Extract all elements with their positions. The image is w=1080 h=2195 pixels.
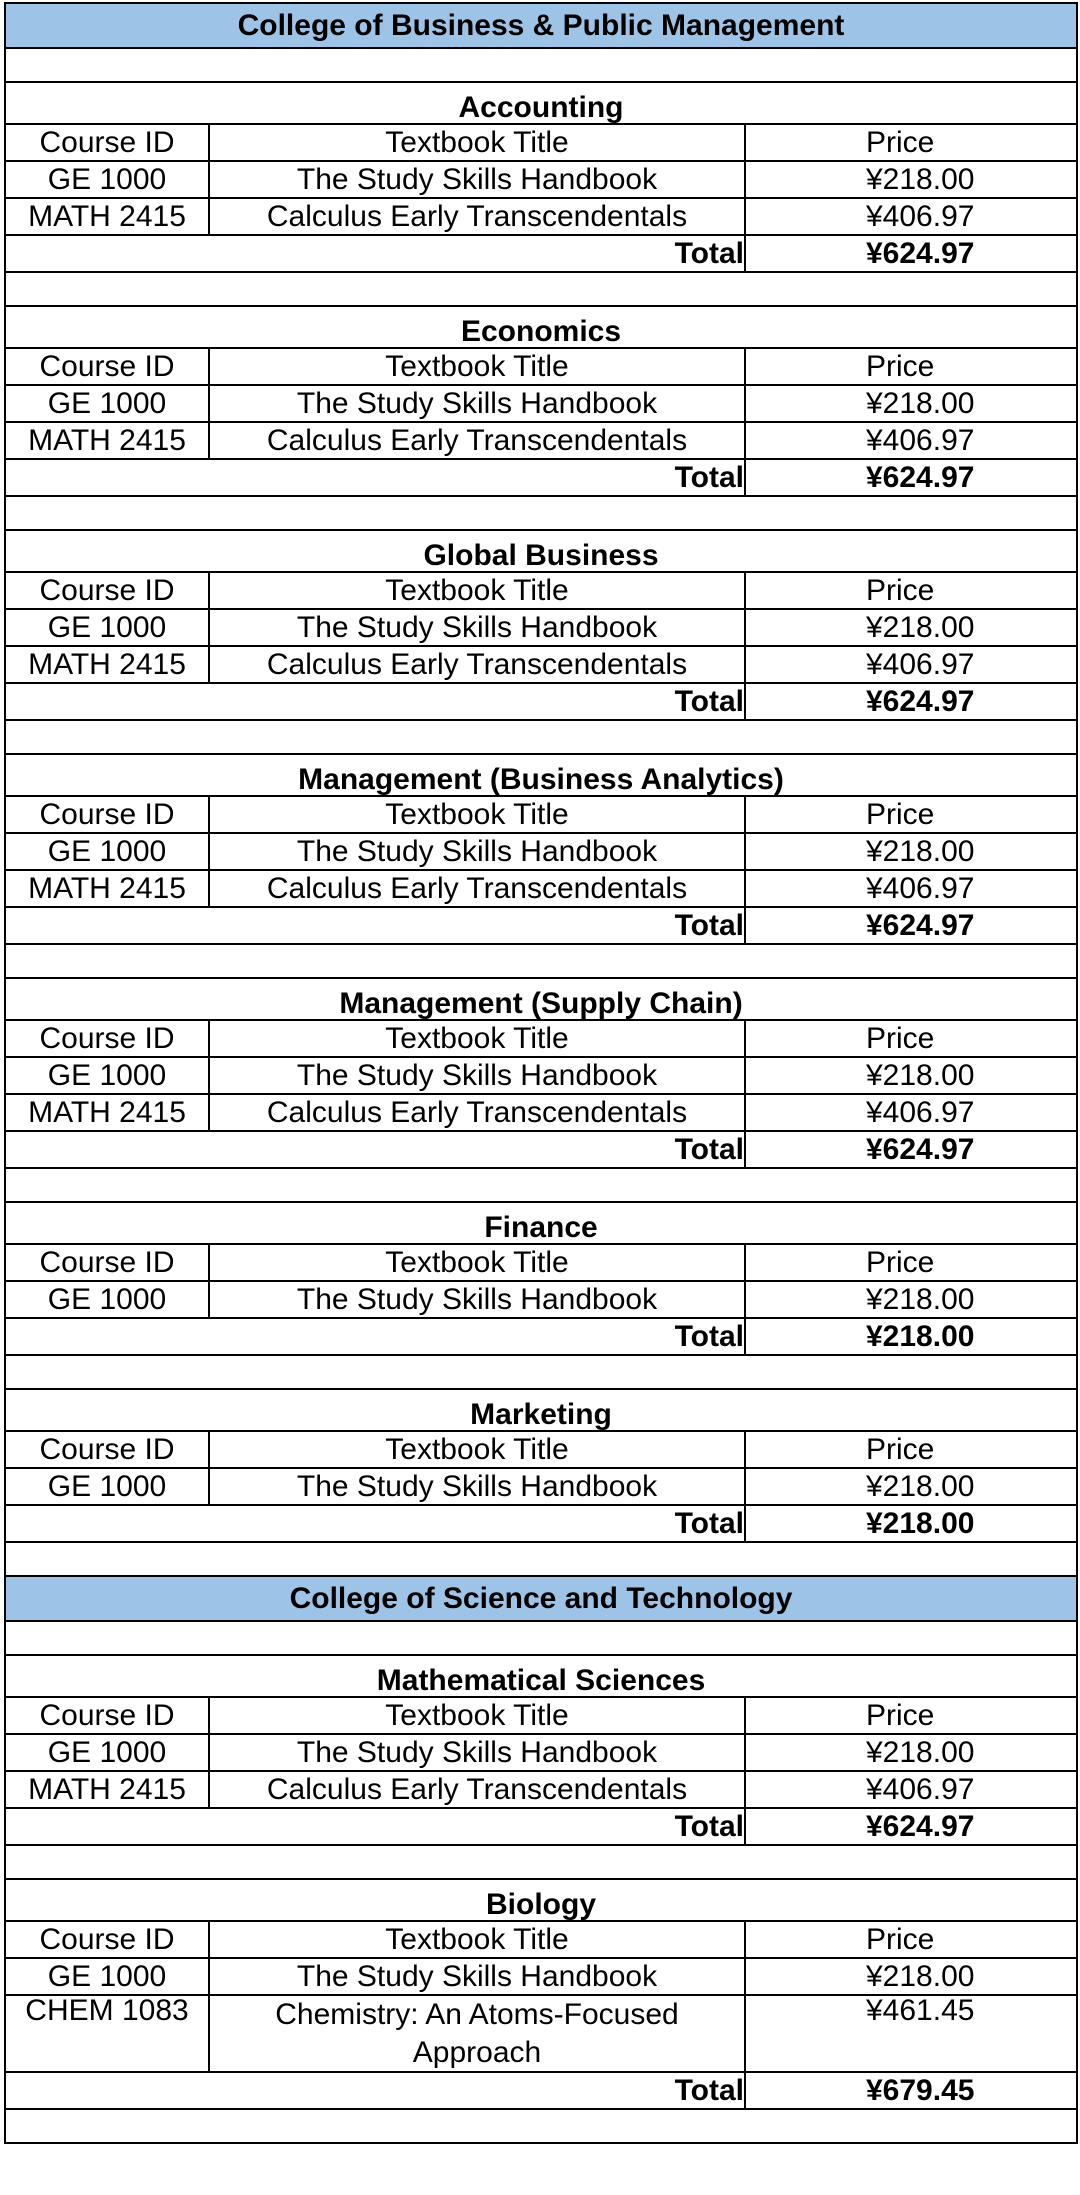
table-row — [5, 870, 1077, 907]
table-row — [5, 1281, 1077, 1318]
price-cell: ¥406.97 — [745, 1771, 1077, 1808]
total-row — [5, 683, 1077, 720]
table-row — [5, 1958, 1077, 1995]
spacer-row — [5, 1621, 1077, 1655]
total-value: ¥624.97 — [745, 907, 1077, 944]
department-name: Global Business — [5, 530, 1077, 572]
textbook-title-cell: The Study Skills Handbook — [209, 1281, 745, 1318]
spacer-row — [5, 496, 1077, 530]
price-cell: ¥218.00 — [745, 1958, 1077, 1995]
textbook-title-cell: Calculus Early Transcendentals — [209, 1771, 745, 1808]
total-row — [5, 235, 1077, 272]
spacer-row — [5, 720, 1077, 754]
empty-cell — [5, 2109, 1077, 2143]
textbook-title-header: Textbook Title — [209, 1921, 745, 1958]
textbook-title-cell: Chemistry: An Atoms-Focused Approach — [209, 1995, 745, 2072]
empty-cell — [5, 720, 1077, 754]
spacer-row — [5, 48, 1077, 82]
course-id-cell: MATH 2415 — [5, 870, 209, 907]
total-value: ¥624.97 — [745, 1131, 1077, 1168]
department-header — [5, 1202, 1077, 1244]
column-header-row — [5, 1921, 1077, 1958]
table-row — [5, 385, 1077, 422]
table-row — [5, 198, 1077, 235]
textbook-title-header: Textbook Title — [209, 1244, 745, 1281]
course-id-header: Course ID — [5, 348, 209, 385]
textbook-title-header: Textbook Title — [209, 572, 745, 609]
empty-cell — [5, 1355, 1077, 1389]
total-value: ¥624.97 — [745, 459, 1077, 496]
table-row — [5, 646, 1077, 683]
textbook-title-cell: The Study Skills Handbook — [209, 1468, 745, 1505]
textbook-title-cell: The Study Skills Handbook — [209, 1057, 745, 1094]
college-name: College of Business & Public Management — [5, 3, 1077, 48]
course-id-header: Course ID — [5, 124, 209, 161]
column-header-row — [5, 1020, 1077, 1057]
college-name: College of Science and Technology — [5, 1576, 1077, 1621]
textbook-title-cell: Calculus Early Transcendentals — [209, 646, 745, 683]
textbook-title-header: Textbook Title — [209, 796, 745, 833]
total-label: Total — [5, 907, 745, 944]
price-cell: ¥461.45 — [745, 1995, 1077, 2072]
empty-cell — [5, 496, 1077, 530]
department-name: Mathematical Sciences — [5, 1655, 1077, 1697]
textbook-title-cell: The Study Skills Handbook — [209, 1734, 745, 1771]
department-header — [5, 754, 1077, 796]
course-id-cell: CHEM 1083 — [5, 1995, 209, 2072]
column-header-row — [5, 1431, 1077, 1468]
total-value: ¥679.45 — [745, 2072, 1077, 2109]
textbook-title-cell: Calculus Early Transcendentals — [209, 1094, 745, 1131]
department-header — [5, 978, 1077, 1020]
textbook-title-header: Textbook Title — [209, 1020, 745, 1057]
price-cell: ¥406.97 — [745, 198, 1077, 235]
textbook-title-cell: The Study Skills Handbook — [209, 161, 745, 198]
course-id-cell: MATH 2415 — [5, 198, 209, 235]
course-id-cell: GE 1000 — [5, 609, 209, 646]
total-value: ¥624.97 — [745, 235, 1077, 272]
total-label: Total — [5, 1131, 745, 1168]
department-name: Marketing — [5, 1389, 1077, 1431]
price-header: Price — [745, 1697, 1077, 1734]
column-header-row — [5, 124, 1077, 161]
total-label: Total — [5, 1808, 745, 1845]
table-row — [5, 1771, 1077, 1808]
table-row — [5, 609, 1077, 646]
course-id-cell: MATH 2415 — [5, 1094, 209, 1131]
department-name: Finance — [5, 1202, 1077, 1244]
table-row — [5, 1094, 1077, 1131]
course-id-header: Course ID — [5, 572, 209, 609]
textbook-title-cell: Calculus Early Transcendentals — [209, 870, 745, 907]
total-label: Total — [5, 2072, 745, 2109]
total-row — [5, 907, 1077, 944]
department-header — [5, 530, 1077, 572]
course-id-cell: MATH 2415 — [5, 422, 209, 459]
price-cell: ¥406.97 — [745, 1094, 1077, 1131]
column-header-row — [5, 796, 1077, 833]
department-name: Management (Business Analytics) — [5, 754, 1077, 796]
price-cell: ¥406.97 — [745, 870, 1077, 907]
total-value: ¥624.97 — [745, 1808, 1077, 1845]
department-name: Biology — [5, 1879, 1077, 1921]
empty-cell — [5, 1845, 1077, 1879]
column-header-row — [5, 348, 1077, 385]
price-cell: ¥218.00 — [745, 1734, 1077, 1771]
price-cell: ¥218.00 — [745, 1057, 1077, 1094]
price-cell: ¥218.00 — [745, 833, 1077, 870]
column-header-row — [5, 572, 1077, 609]
price-cell: ¥218.00 — [745, 161, 1077, 198]
price-header: Price — [745, 1020, 1077, 1057]
department-name: Accounting — [5, 82, 1077, 124]
empty-cell — [5, 1542, 1077, 1576]
total-row — [5, 1131, 1077, 1168]
table-row — [5, 1734, 1077, 1771]
empty-cell — [5, 48, 1077, 82]
textbook-title-header: Textbook Title — [209, 1697, 745, 1734]
course-id-header: Course ID — [5, 1020, 209, 1057]
course-id-cell: GE 1000 — [5, 833, 209, 870]
department-name: Economics — [5, 306, 1077, 348]
department-name: Management (Supply Chain) — [5, 978, 1077, 1020]
course-id-cell: GE 1000 — [5, 1057, 209, 1094]
price-cell: ¥406.97 — [745, 646, 1077, 683]
table-row — [5, 833, 1077, 870]
textbook-price-sheet — [4, 2, 1078, 2144]
spacer-row — [5, 272, 1077, 306]
price-cell: ¥218.00 — [745, 1468, 1077, 1505]
price-header: Price — [745, 1244, 1077, 1281]
total-row — [5, 1318, 1077, 1355]
empty-cell — [5, 944, 1077, 978]
empty-cell — [5, 1621, 1077, 1655]
total-label: Total — [5, 1505, 745, 1542]
department-header — [5, 306, 1077, 348]
total-row — [5, 2072, 1077, 2109]
table-row — [5, 161, 1077, 198]
total-row — [5, 459, 1077, 496]
course-id-cell: MATH 2415 — [5, 1771, 209, 1808]
textbook-title-header: Textbook Title — [209, 348, 745, 385]
total-row — [5, 1808, 1077, 1845]
total-label: Total — [5, 235, 745, 272]
textbook-title-cell: Calculus Early Transcendentals — [209, 422, 745, 459]
total-value: ¥624.97 — [745, 683, 1077, 720]
sheet-body — [5, 3, 1077, 2143]
total-label: Total — [5, 1318, 745, 1355]
empty-cell — [5, 1168, 1077, 1202]
spacer-row — [5, 944, 1077, 978]
price-header: Price — [745, 572, 1077, 609]
total-label: Total — [5, 459, 745, 496]
course-id-cell: GE 1000 — [5, 1468, 209, 1505]
college-header — [5, 3, 1077, 48]
course-id-cell: GE 1000 — [5, 1281, 209, 1318]
table-row — [5, 1468, 1077, 1505]
spacer-row — [5, 2109, 1077, 2143]
price-header: Price — [745, 348, 1077, 385]
price-header: Price — [745, 124, 1077, 161]
table-row — [5, 1995, 1077, 2072]
textbook-title-header: Textbook Title — [209, 124, 745, 161]
department-header — [5, 1655, 1077, 1697]
department-header — [5, 1389, 1077, 1431]
empty-cell — [5, 272, 1077, 306]
total-label: Total — [5, 683, 745, 720]
total-value: ¥218.00 — [745, 1318, 1077, 1355]
price-cell: ¥406.97 — [745, 422, 1077, 459]
spacer-row — [5, 1542, 1077, 1576]
total-row — [5, 1505, 1077, 1542]
price-header: Price — [745, 796, 1077, 833]
course-id-cell: GE 1000 — [5, 1958, 209, 1995]
textbook-title-cell: The Study Skills Handbook — [209, 385, 745, 422]
department-header — [5, 1879, 1077, 1921]
price-header: Price — [745, 1921, 1077, 1958]
course-id-cell: MATH 2415 — [5, 646, 209, 683]
course-id-cell: GE 1000 — [5, 1734, 209, 1771]
textbook-title-cell: The Study Skills Handbook — [209, 1958, 745, 1995]
textbook-title-cell: Calculus Early Transcendentals — [209, 198, 745, 235]
course-id-header: Course ID — [5, 1921, 209, 1958]
department-header — [5, 82, 1077, 124]
course-id-header: Course ID — [5, 1431, 209, 1468]
course-id-cell: GE 1000 — [5, 161, 209, 198]
textbook-title-cell: The Study Skills Handbook — [209, 833, 745, 870]
spacer-row — [5, 1355, 1077, 1389]
column-header-row — [5, 1697, 1077, 1734]
spacer-row — [5, 1168, 1077, 1202]
price-cell: ¥218.00 — [745, 385, 1077, 422]
price-cell: ¥218.00 — [745, 1281, 1077, 1318]
price-cell: ¥218.00 — [745, 609, 1077, 646]
table-row — [5, 422, 1077, 459]
total-value: ¥218.00 — [745, 1505, 1077, 1542]
course-id-header: Course ID — [5, 1697, 209, 1734]
price-header: Price — [745, 1431, 1077, 1468]
course-id-cell: GE 1000 — [5, 385, 209, 422]
column-header-row — [5, 1244, 1077, 1281]
table-row — [5, 1057, 1077, 1094]
course-id-header: Course ID — [5, 796, 209, 833]
course-id-header: Course ID — [5, 1244, 209, 1281]
textbook-title-cell: The Study Skills Handbook — [209, 609, 745, 646]
spacer-row — [5, 1845, 1077, 1879]
college-header — [5, 1576, 1077, 1621]
textbook-title-header: Textbook Title — [209, 1431, 745, 1468]
